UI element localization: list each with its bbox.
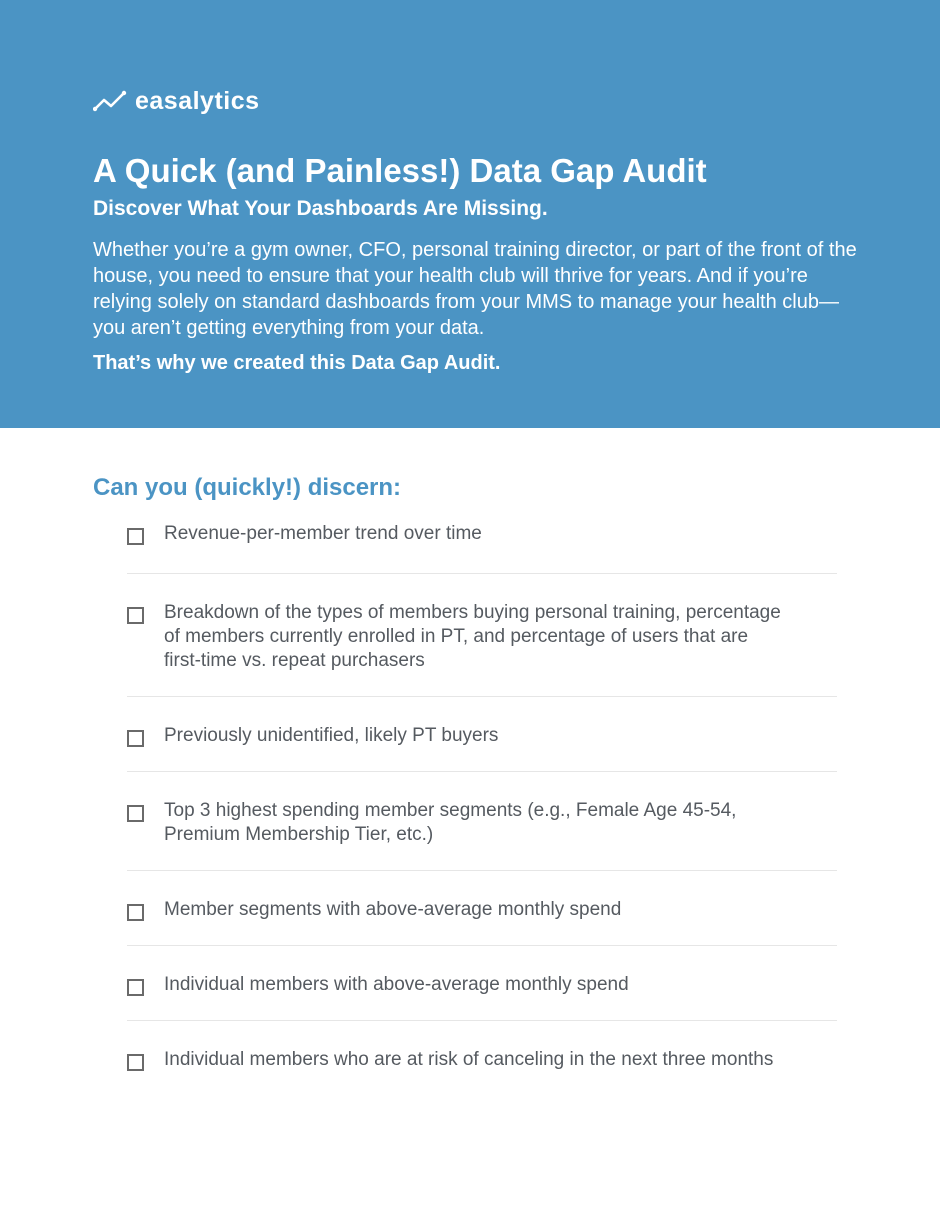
checkbox[interactable] <box>127 904 144 921</box>
checklist-item[interactable] <box>127 871 837 946</box>
audit-checklist <box>127 522 837 1111</box>
checkbox[interactable] <box>127 979 144 996</box>
page-title: A Quick (and Painless!) Data Gap Audit <box>93 152 707 189</box>
checklist-item[interactable] <box>127 1021 837 1111</box>
checklist-item[interactable] <box>127 522 837 574</box>
checkbox[interactable] <box>127 607 144 624</box>
trend-line-icon <box>93 90 127 112</box>
checklist-item-label: Breakdown of the types of members buying personal training, percentage of members currently enrolled in PT, and percentage of users that are first-time vs. repeat purchasers <box>164 602 781 671</box>
checklist-item-label: Member segments with above-average monthly spend <box>164 899 622 920</box>
intro-paragraph: Whether you’re a gym owner, CFO, personal training director, or part of the front of the house, you need to ensure that your health club will thrive for years. And if you’re relying solely on standard dashboards from your MMS to manage your health club—you aren’t getting everything from your data. <box>93 239 857 339</box>
checklist-item[interactable] <box>127 574 837 697</box>
brand-logo <box>93 86 260 116</box>
checklist-item-label: Individual members who are at risk of canceling in the next three months <box>164 1049 774 1070</box>
checkbox[interactable] <box>127 730 144 747</box>
checklist-item[interactable] <box>127 946 837 1021</box>
checklist-item-label: Individual members with above-average monthly spend <box>164 974 629 995</box>
checklist-item-label: Top 3 highest spending member segments (e.g., Female Age 45-54, Premium Membership Tier, etc.) <box>164 800 737 845</box>
checklist-item-label: Revenue-per-member trend over time <box>164 523 482 544</box>
cta-statement: That’s why we created this Data Gap Audit. <box>93 352 501 374</box>
checkbox[interactable] <box>127 528 144 545</box>
page-subtitle: Discover What Your Dashboards Are Missing. <box>93 197 548 220</box>
checklist-item[interactable] <box>127 697 837 772</box>
checklist-heading: Can you (quickly!) discern: <box>93 474 402 501</box>
checkbox[interactable] <box>127 805 144 822</box>
brand-name: easalytics <box>135 86 260 115</box>
checkbox[interactable] <box>127 1054 144 1071</box>
hero-banner <box>0 0 940 428</box>
checklist-item-label: Previously unidentified, likely PT buyers <box>164 725 499 746</box>
checklist-item[interactable] <box>127 772 837 871</box>
